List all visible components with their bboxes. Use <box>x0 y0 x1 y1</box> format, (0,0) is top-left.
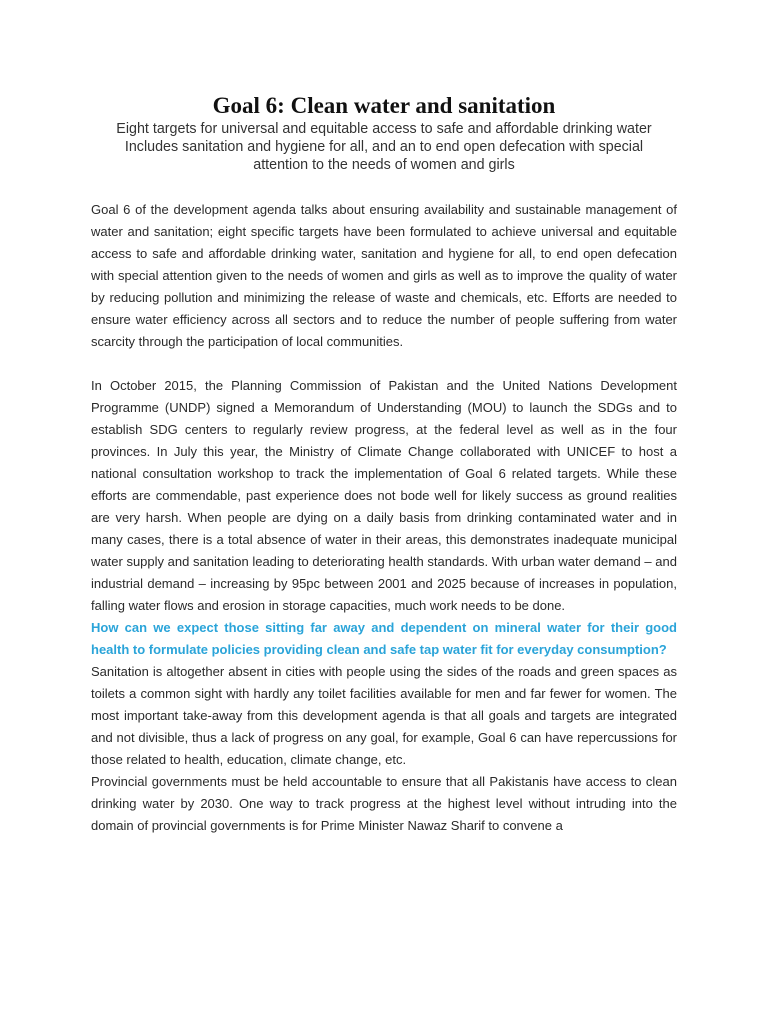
subtitle-line-3: attention to the needs of women and girls <box>253 157 515 173</box>
document-page <box>91 92 677 837</box>
body-paragraph-2: In October 2015, the Planning Commission of Pakistan and the United Nations Development Programme (UNDP) signed a Memorandum of Understanding (MOU) to launch the SDGs and to establish SDG centers to regularly review progress, at the federal level as well as in the four provinces. In July this year, the Ministry of Climate Change collaborated with UNICEF to host a national consultation workshop to track the implementation of Goal 6 related targets. While these efforts are commendable, past experience does not bode well for likely success as ground realities are very harsh. When people are dying on a daily basis from drinking contaminated water and in many cases, there is a total absence of water in their areas, this demonstrates inadequate municipal water supply and sanitation leading to deteriorating health standards. With urban water demand – and industrial demand – increasing by 95pc between 2001 and 2025 because of increases in population, falling water flows and erosion in storage capacities, much work needs to be done. <box>91 378 677 613</box>
subtitle-line-1: Eight targets for universal and equitable access to safe and affordable drinking water <box>116 121 652 137</box>
document-title: Goal 6: Clean water and sanitation <box>212 93 556 118</box>
highlighted-question: How can we expect those sitting far away and dependent on mineral water for their good health to formulate policies providing clean and safe tap water fit for everyday consumption? <box>91 620 677 657</box>
subtitle-line-2: Includes sanitation and hygiene for all, and an to end open defecation with special <box>124 139 644 155</box>
body-paragraph-3: Sanitation is altogether absent in cities with people using the sides of the roads and green spaces as toilets a common sight with hardly any toilet facilities available for men and far fewer for women. The most important take-away from this development agenda is that all goals and targets are integrated and not divisible, thus a lack of progress on any goal, for example, Goal 6 can have repercussions for those related to health, education, climate change, etc. <box>91 664 677 767</box>
body-paragraph-1: Goal 6 of the development agenda talks about ensuring availability and sustainable management of water and sanitation; eight specific targets have been formulated to achieve universal and equitable access to safe and affordable drinking water, sanitation and hygiene for all, to end open defecation with special attention given to the needs of women and girls as well as to improve the quality of water by reducing pollution and minimizing the release of waste and chemicals, etc. Efforts are needed to ensure water efficiency across all sectors and to reduce the number of people suffering from water scarcity through the participation of local communities. <box>91 202 677 349</box>
body-paragraph-4: Provincial governments must be held accountable to ensure that all Pakistanis have access to clean drinking water by 2030. One way to track progress at the highest level without intruding into the domain of provincial governments is for Prime Minister Nawaz Sharif to convene a <box>91 774 677 833</box>
